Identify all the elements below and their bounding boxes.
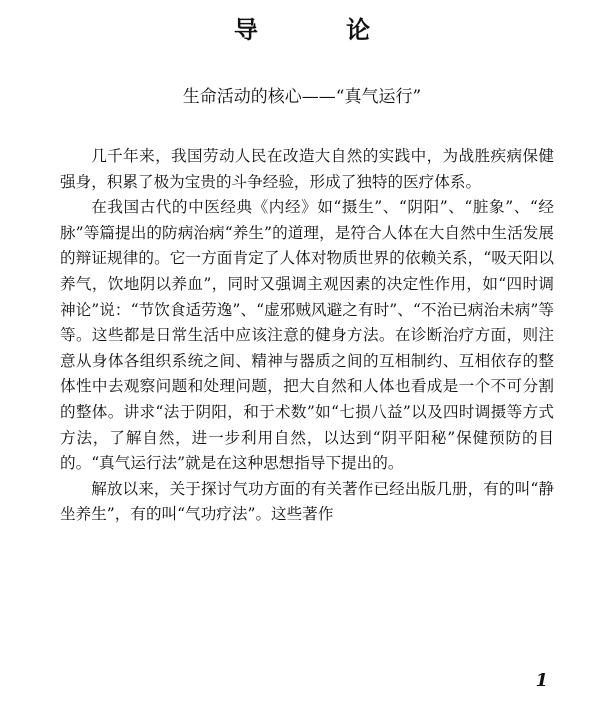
body-text xyxy=(60,144,554,528)
paragraph-3: 解放以来，关于探讨气功方面的有关著作已经出版几册，有的叫“静坐养生”，有的叫“气功疗法”。这些著作 xyxy=(60,479,554,524)
paragraph-2: 在我国古代的中医经典《内经》如“摄生”、“阴阳”、“脏象”、“经脉”等篇提出的防病治病“养生”的道理，是符合人体在大自然中生活发展的辩证规律的。它一方面肯定了人体对物质世界的依赖关系，“吸天阳以养气，饮地阴以养血”，同时又强调主观因素的决定性作用，如“四时调神论”说：“节饮食适劳逸”、“虚邪贼风避之有时”、“不治已病治未病”等等。这些都是日常生活中应该注意的健身方法。在诊断治疗方面，则注意从身体各组织系统之间、精神与器质之间的互相制约、互相依存的整体性中去观察问题和处理问题，把大自然和人体也看成是一个不可分割的整体。讲求“法于阴阳，和于术数”如“七损八益”以及四时调摄等方式方法，了解自然，进一步利用自然，以达到“阴平阳秘”保健预防的目的。“真气运行法”就是在这种思想指导下提出的。 xyxy=(60,198,554,473)
section-title: 生命活动的核心——“真气运行” xyxy=(182,87,422,107)
paragraph-1: 几千年来，我国劳动人民在改造大自然的实践中，为战胜疾病保健强身，积累了极为宝贵的斗争经验，形成了独特的医疗体系。 xyxy=(60,147,554,191)
page-number: 1 xyxy=(535,670,548,691)
chapter-title: 导 论 xyxy=(233,15,411,44)
